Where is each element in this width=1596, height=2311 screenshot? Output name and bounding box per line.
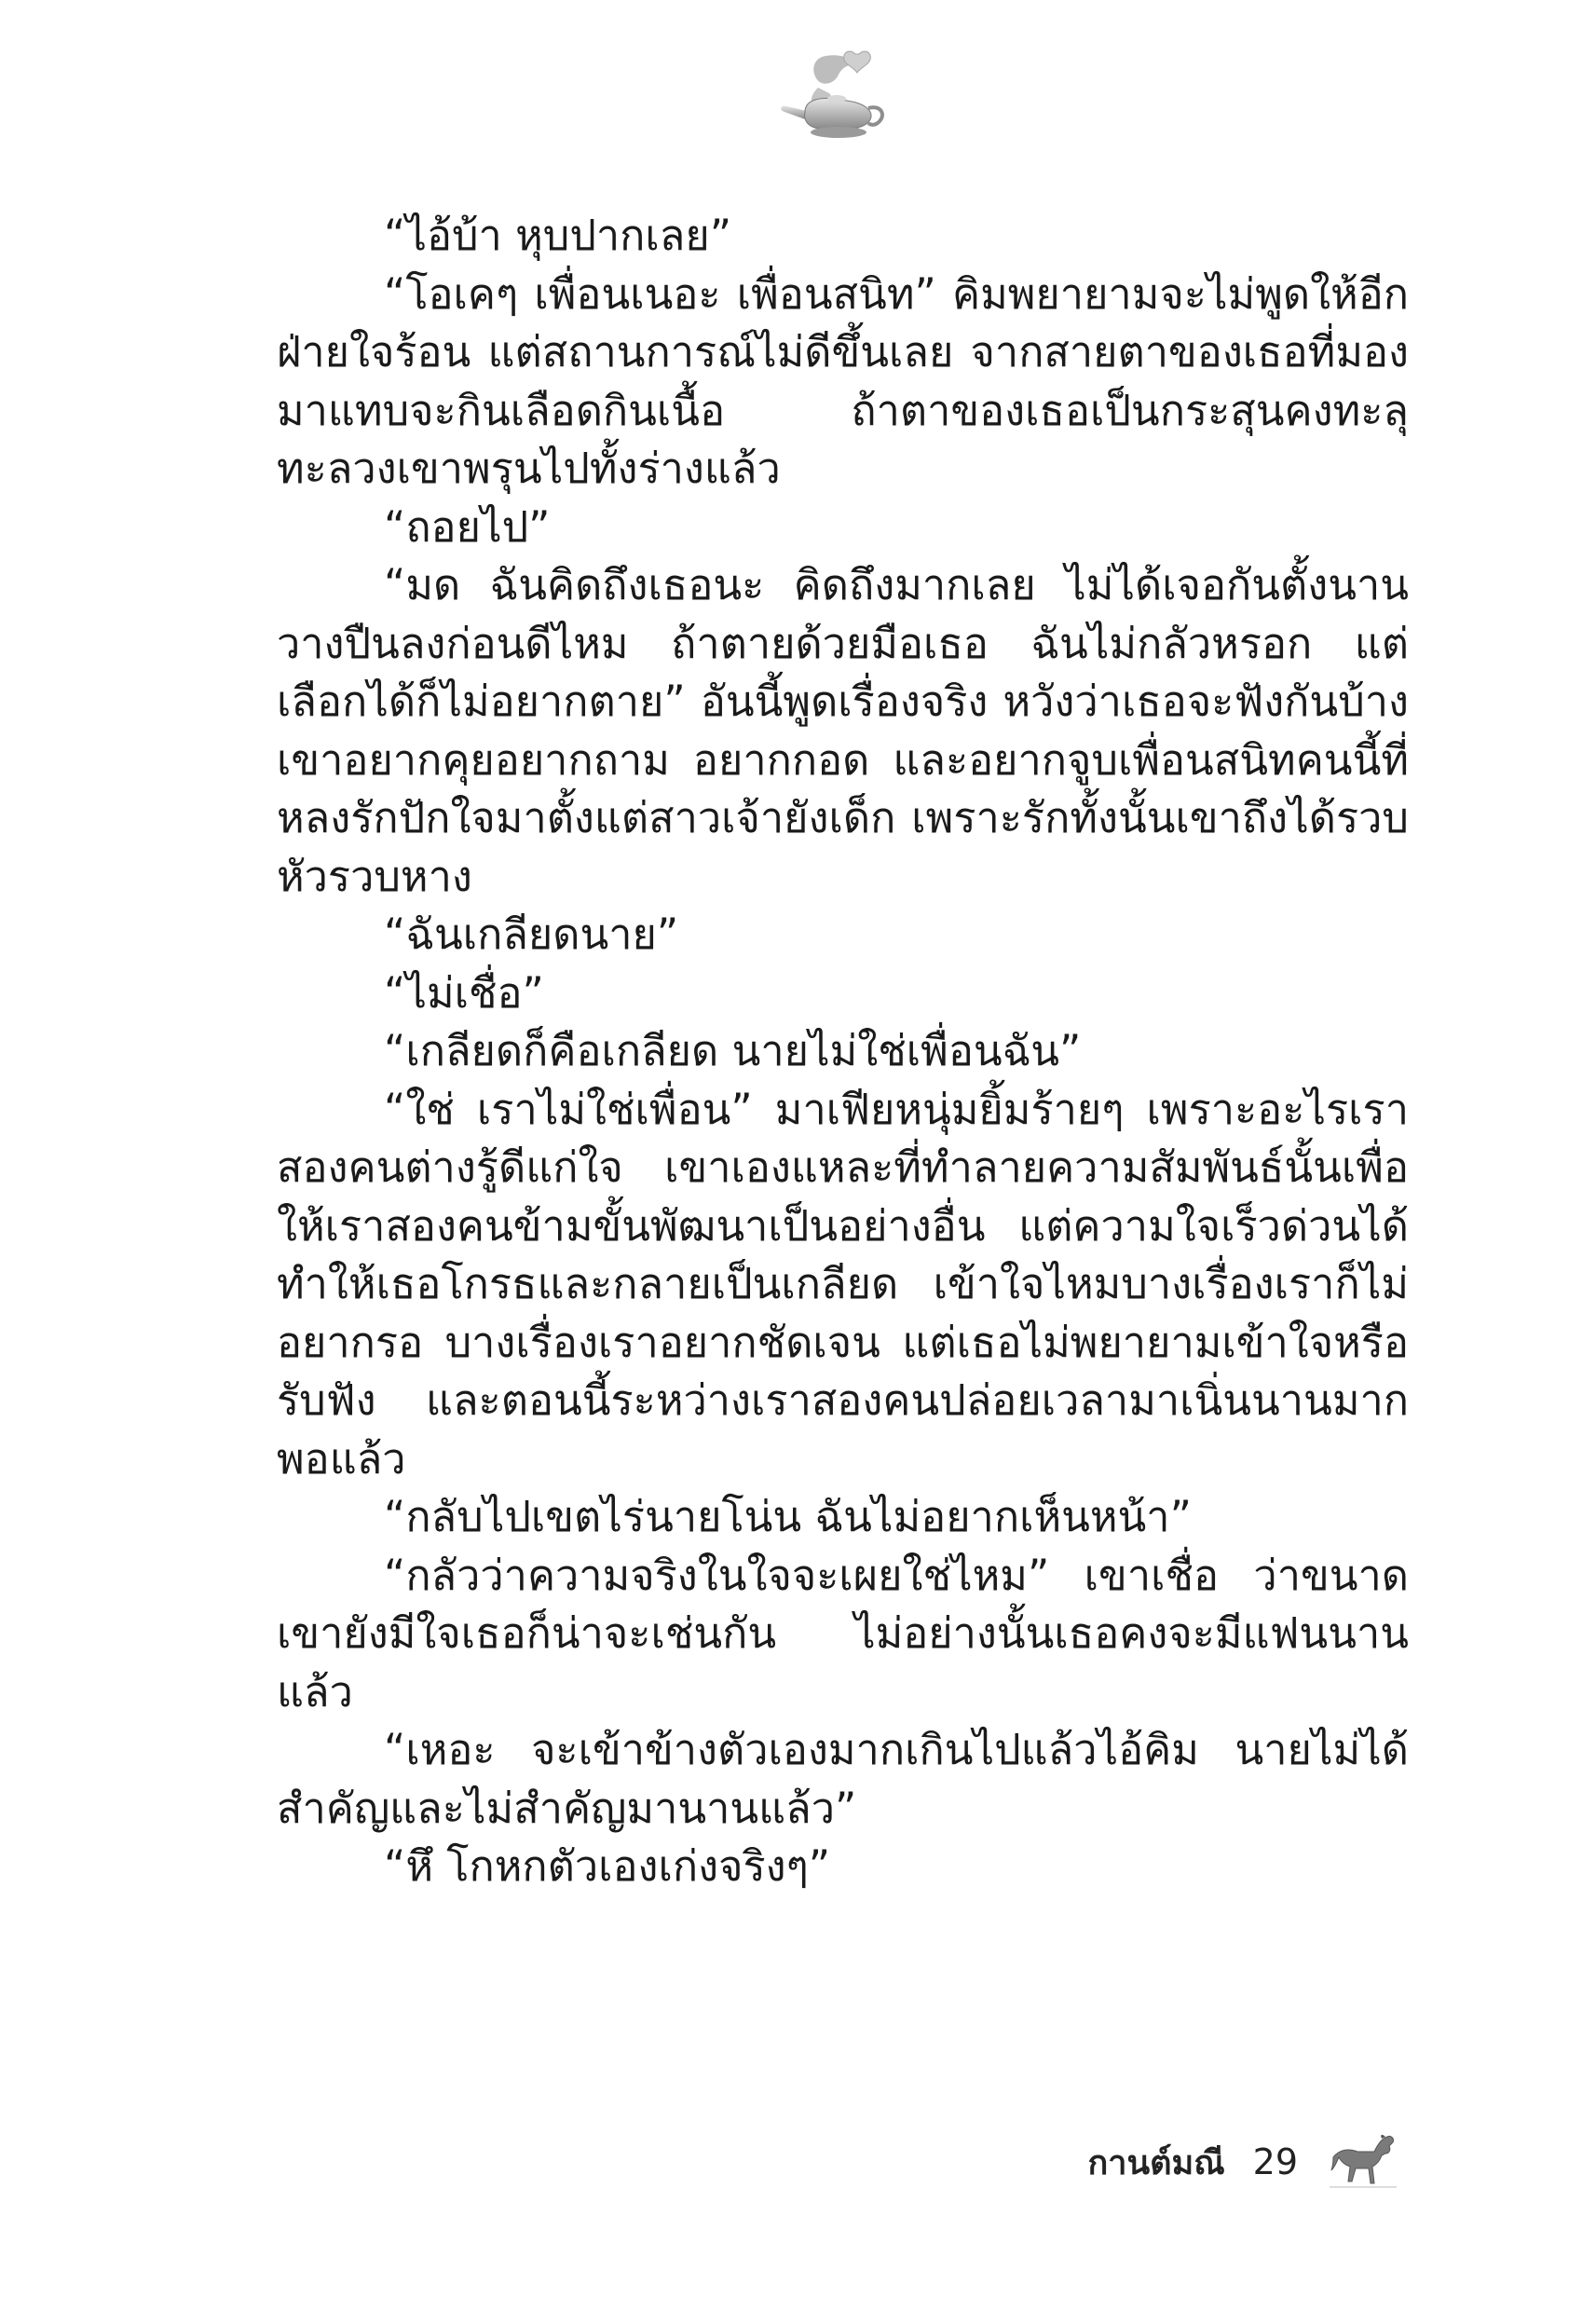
horse-icon [1326,2129,1400,2195]
page-footer [1088,2129,1401,2195]
paragraph: “หึ โกหกตัวเองเก่งจริงๆ” [384,1841,831,1891]
paragraph: “ไม่เชื่อ” [384,967,544,1018]
paragraph: “โอเคๆ เพื่อนเนอะ เพื่อนสนิท” คิมพยายามจะไม่พูดให้อีกฝ่ายใจร้อน แต่สถานการณ์ไม่ดีขึ้นเลย จากสายตาของเธอที่มองมาแทบจะกินเลือดกินเนื้อ ถ้าตาของเธอเป็นกระสุนคงทะลุทะลวงเขาพรุนไปทั้งร่างแล้ว [277,268,1409,493]
paragraph: “เกลียดก็คือเกลียด นายไม่ใช่เพื่อนฉัน” [384,1026,1082,1075]
book-title: กานต์มณี [1087,2143,1225,2182]
paragraph: “เหอะ จะเข้าข้างตัวเองมากเกินไปแล้วไอ้คิม นายไม่ได้สำคัญและไม่สำคัญมานานแล้ว” [277,1725,1409,1833]
paragraph: “กลัวว่าความจริงในใจจะเผยใช่ไหม” เขาเชื่อ ว่าขนาดเขายังมีใจเธอก็น่าจะเช่นกัน ไม่อย่างนั้นเธอคงจะมีแฟนนานแล้ว [277,1550,1409,1716]
paragraph: “ฉันเกลียดนาย” [384,909,679,959]
story-text [277,207,1409,1896]
page-number: 29 [1252,2141,1298,2182]
paragraph: “ถอยไป” [384,501,551,552]
paragraph: “กลับไปเขตไร่นายโน่น ฉันไม่อยากเห็นหน้า” [384,1492,1192,1541]
paragraph: “ใช่ เราไม่ใช่เพื่อน” มาเฟียหนุ่มยิ้มร้ายๆ เพราะอะไรเราสองคนต่างรู้ดีแก่ใจ เขาเองแหละที่ทำลายความสัมพันธ์นั้นเพื่อให้เราสองคนข้ามขั้นพัฒนาเป็นอย่างอื่น แต่ความใจเร็วด่วนได้ทำให้เธอโกรธและกลายเป็นเกลียด เข้าใจไหมบางเรื่องเราก็ไม่อยากรอ บางเรื่องเราอยากชัดเจน แต่เธอไม่พยายามเข้าใจหรือรับฟัง และตอนนี้ระหว่างเราสองคนปล่อยเวลามาเนิ่นนานมากพอแล้ว [277,1084,1409,1484]
paragraph: “ไอ้บ้า หุบปากเลย” [384,211,732,260]
paragraph: “มด ฉันคิดถึงเธอนะ คิดถึงมากเลย ไม่ได้เจอกันตั้งนานวางปืนลงก่อนดีไหม ถ้าตายด้วยมือเธอ ฉันไม่กลัวหรอก แต่เลือกได้ก็ไม่อยากตาย” อันนี้พูดเรื่องจริง หวังว่าเธอจะฟังกันบ้าง เขาอยากคุยอยากถาม อยากกอด และอยากจูบเพื่อนสนิทคนนี้ที่หลงรักปักใจมาตั้งแต่สาวเจ้ายังเด็ก เพราะรักทั้งนั้นเขาถึงได้รวบหัวรวบหาง [277,560,1409,901]
genie-lamp-ornament-icon [764,47,904,158]
